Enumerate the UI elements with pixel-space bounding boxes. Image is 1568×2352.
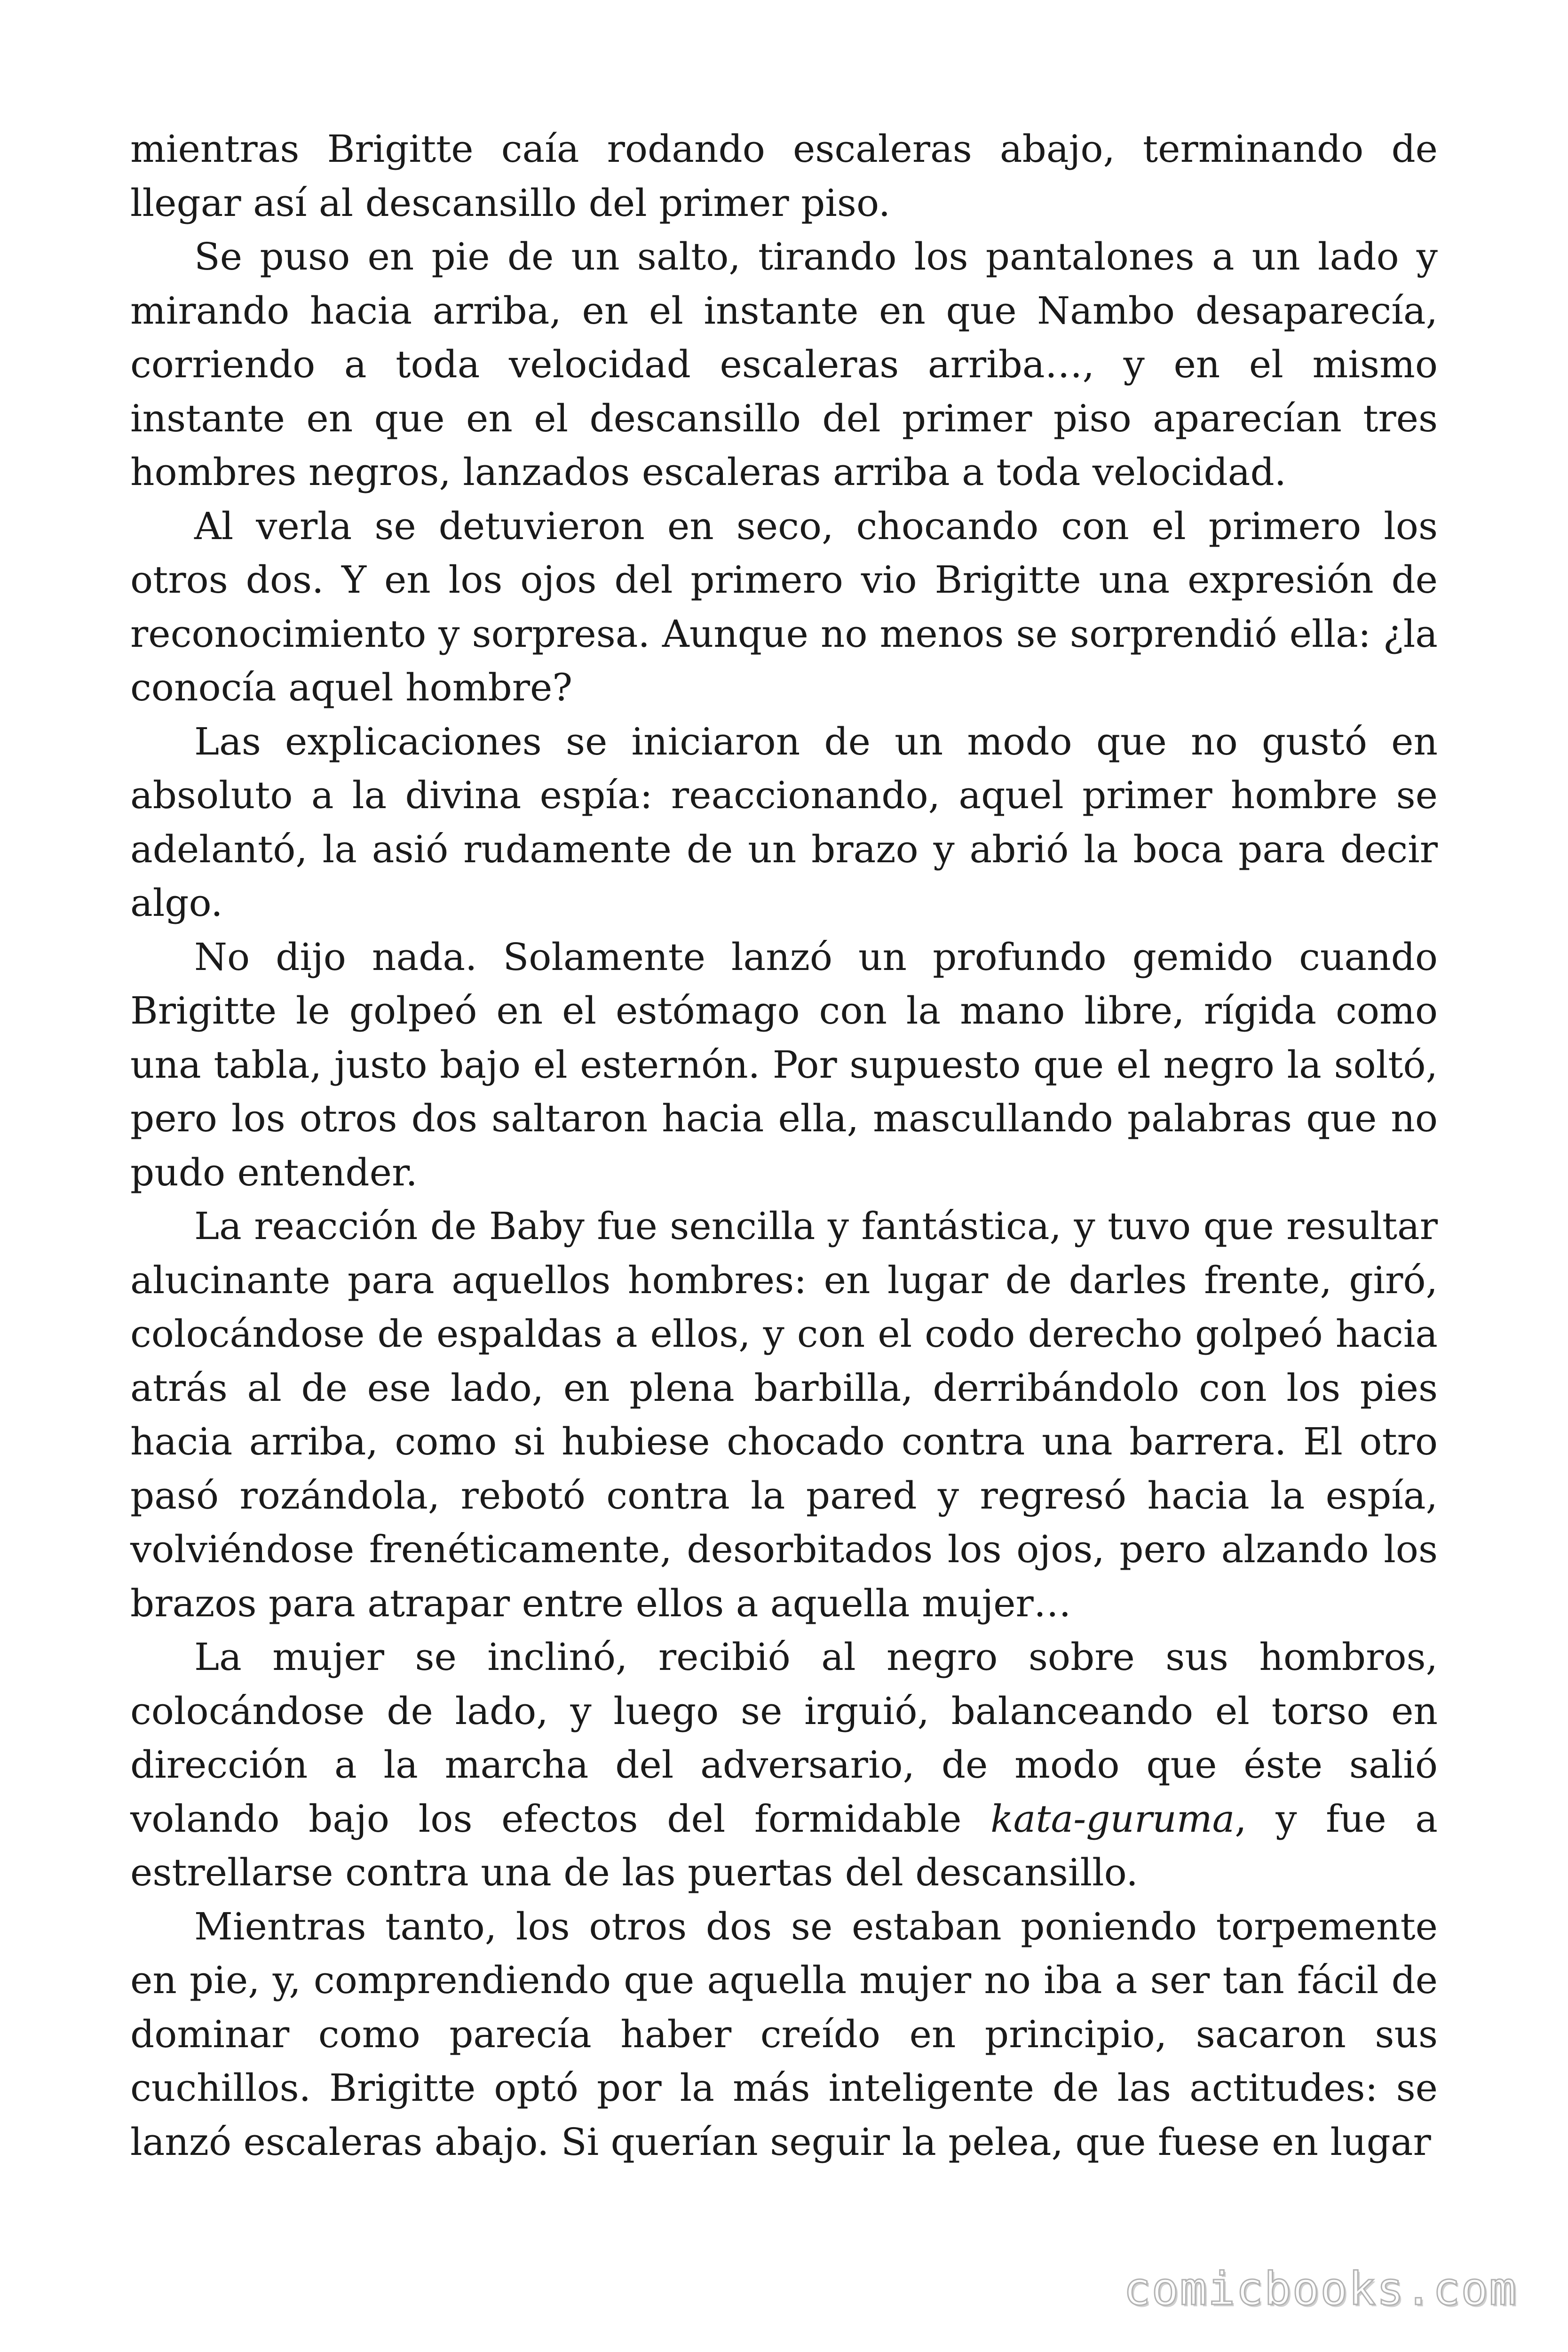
- paragraph-1: mientras Brigitte caía rodando escaleras abajo, terminando de llegar así al descansillo del primer piso.: [130, 127, 1438, 225]
- paragraph-7-text-before: La mujer se inclinó, recibió al negro sobre sus hombros, colocándose de lado, y luego se irguió, balanceando el torso en dirección a la marcha del adversario, de modo que éste salió volando bajo los efectos del formidable: [130, 1635, 1438, 1841]
- paragraph-4: Las explicaciones se iniciaron de un modo que no gustó en absoluto a la divina espía: reaccionando, aquel primer hombre se adelantó, la asió rudamente de un brazo y abrió la boca para decir algo.: [130, 719, 1438, 925]
- paragraph-7: [130, 1630, 1438, 1900]
- paragraph-8: Mientras tanto, los otros dos se estaban poniendo torpemente en pie, y, comprendiendo que aquella mujer no iba a ser tan fácil de dominar como parecía haber creído en principio, sacaron sus cuchillos. Brigitte optó por la más inteligente de las actitudes: se lanzó escaleras abajo. Si querían seguir la pelea, que fuese en lugar: [130, 1904, 1438, 2164]
- paragraph-6: La reacción de Baby fue sencilla y fantástica, y tuvo que resultar alucinante para aquellos hombres: en lugar de darles frente, giró, colocándose de espaldas a ellos, y con el codo derecho golpeó hacia atrás al de ese lado, en plena barbilla, derribándolo con los pies hacia arriba, como si hubiese chocado contra una barrera. El otro pasó rozándola, rebotó contra la pared y regresó hacia la espía, volviéndose frenéticamente, desorbitados los ojos, pero alzando los brazos para atrapar entre ellos a aquella mujer…: [130, 1204, 1438, 1625]
- paragraph-5: No dijo nada. Solamente lanzó un profundo gemido cuando Brigitte le golpeó en el estómago con la mano libre, rígida como una tabla, justo bajo el esternón. Por supuesto que el negro la soltó, pero los otros dos saltaron hacia ella, mascullando palabras que no pudo entender.: [130, 935, 1438, 1194]
- paragraph-2: Se puso en pie de un salto, tirando los pantalones a un lado y mirando hacia arriba, en el instante en que Nambo desaparecía, corriendo a toda velocidad escaleras arriba…, y en el mismo instante en que en el descansillo del primer piso aparecían tres hombres negros, lanzados escaleras arriba a toda velocidad.: [130, 235, 1438, 494]
- paragraph-7-text-after: , y fue a estrellarse contra una de las puertas del descansillo.: [130, 1796, 1438, 1894]
- site-watermark: comicbooks.com: [1123, 2263, 1517, 2315]
- paragraph-3: Al verla se detuvieron en seco, chocando con el primero los otros dos. Y en los ojos del primero vio Brigitte una expresión de reconocimiento y sorpresa. Aunque no menos se sorprendió ella: ¿la conocía aquel hombre?: [130, 504, 1438, 709]
- body-text: [130, 122, 1438, 2169]
- technique-name-emphasis: kata-guruma: [990, 1796, 1235, 1841]
